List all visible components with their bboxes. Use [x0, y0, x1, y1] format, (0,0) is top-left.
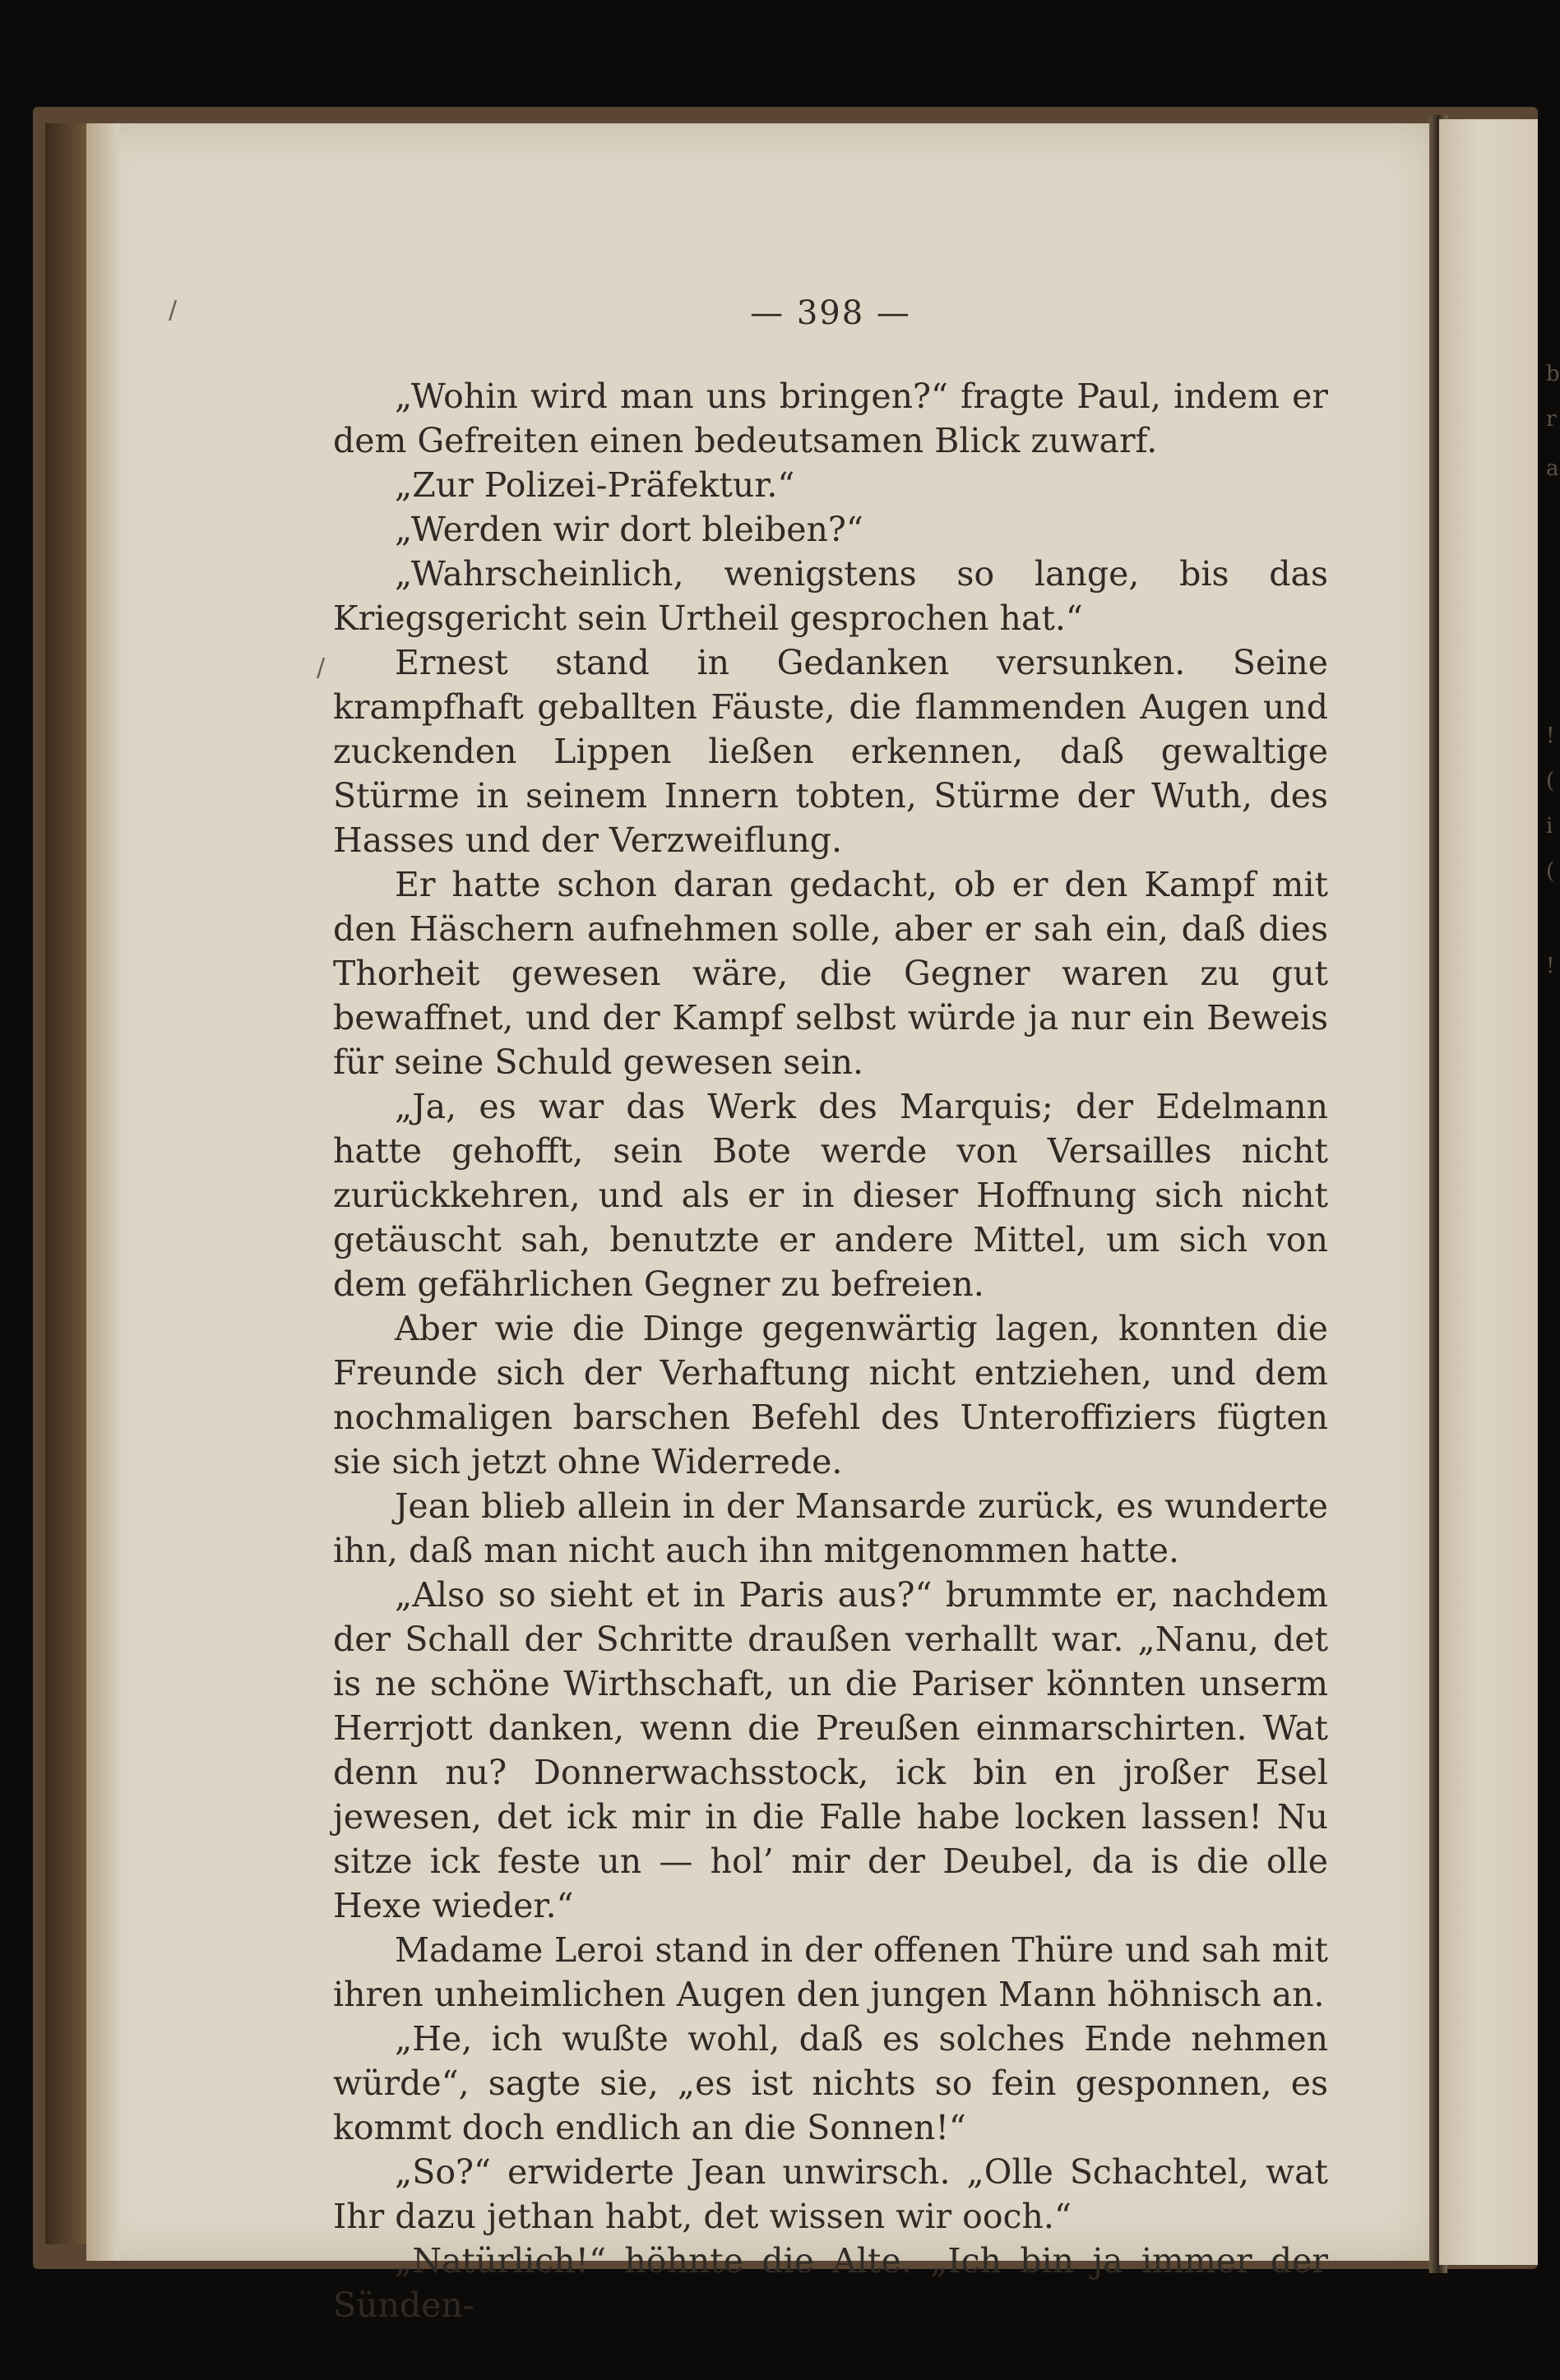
next-page-fragment: (: [1546, 859, 1555, 884]
next-page-fragment: a: [1546, 456, 1559, 481]
next-page-fragment: i: [1546, 814, 1553, 839]
paragraph: „Werden wir dort bleiben?“: [395, 510, 863, 549]
paragraph: „Natürlich!“ höhnte die Alte. „Ich bin ja immer der Sünden-: [333, 2241, 1328, 2325]
next-page-fragment: b: [1546, 362, 1560, 386]
next-page-fragment: !: [1546, 723, 1555, 748]
paragraph: „Wahrscheinlich, wenigstens so lange, bis das Kriegsgericht sein Urtheil gesprochen hat.“: [333, 554, 1328, 638]
next-page-fragment: !: [1546, 954, 1555, 978]
next-page: [1439, 119, 1538, 2265]
margin-mark: /: [317, 654, 326, 682]
next-page-fragment: r: [1546, 407, 1557, 432]
page-number: — 398 —: [750, 294, 911, 332]
paragraph: Er hatte schon daran gedacht, ob er den Kampf mit den Häschern aufnehmen solle, aber er sah ein, daß dies Thorheit gewesen wäre, die Gegner waren zu gut bewaffnet, und der Kampf selbst würde ja nur ein Beweis für seine Schuld gewesen sein.: [333, 865, 1328, 1082]
paragraph: Jean blieb allein in der Mansarde zurück, es wunderte ihn, daß man nicht auch ihn mitgenommen hatte.: [333, 1486, 1328, 1570]
next-page-fragment: (: [1546, 769, 1555, 793]
paragraph: Aber wie die Dinge gegenwärtig lagen, konnten die Freunde sich der Verhaftung nicht entziehen, und dem nochmaligen barschen Befehl des Unteroffiziers fügten sie sich jetzt ohne Widerrede.: [333, 1309, 1328, 1481]
paragraph: „Also so sieht et in Paris aus?“ brummte er, nachdem der Schall der Schritte draußen verhallt war. „Nanu, det is ne schöne Wirthschaft, un die Pariser könnten unserm Herrjott danken, wenn die Preußen einmarschirten. Wat denn nu? Donnerwachsstock, ick bin en jroßer Esel jewesen, det ick mir in die Falle habe locken lassen! Nu sitze ick feste un — hol’ mir der Deubel, da is die olle Hexe wieder.“: [333, 1575, 1328, 1925]
margin-mark: /: [169, 296, 178, 325]
paragraph: „So?“ erwiderte Jean unwirsch. „Olle Schachtel, wat Ihr dazu jethan habt, det wissen wir ooch.“: [333, 2152, 1328, 2236]
paragraph: Ernest stand in Gedanken versunken. Seine krampfhaft geballten Fäuste, die flammenden Augen und zuckenden Lippen ließen erkennen, daß gewaltige Stürme in seinem Innern tobten, Stürme der Wuth, des Hasses und der Verzweiflung.: [333, 643, 1328, 860]
paragraph: Madame Leroi stand in der offenen Thüre und sah mit ihren unheimlichen Augen den jungen Mann höhnisch an.: [333, 1930, 1328, 2014]
paragraph: „Ja, es war das Werk des Marquis; der Edelmann hatte gehofft, sein Bote werde von Versailles nicht zurückkehren, und als er in dieser Hoffnung sich nicht getäuscht sah, benutzte er andere Mittel, um sich von dem gefährlichen Gegner zu befreien.: [333, 1087, 1328, 1304]
text-block: [333, 374, 1328, 2327]
page-edge: [86, 123, 119, 2261]
paragraph: „He, ich wußte wohl, daß es solches Ende nehmen würde“, sagte sie, „es ist nichts so fein gesponnen, es kommt doch endlich an die Sonnen!“: [333, 2019, 1328, 2147]
paragraph: „Zur Polizei-Präfektur.“: [395, 465, 795, 505]
paragraph: „Wohin wird man uns bringen?“ fragte Paul, indem er dem Gefreiten einen bedeutsamen Blick zuwarf.: [333, 377, 1328, 460]
